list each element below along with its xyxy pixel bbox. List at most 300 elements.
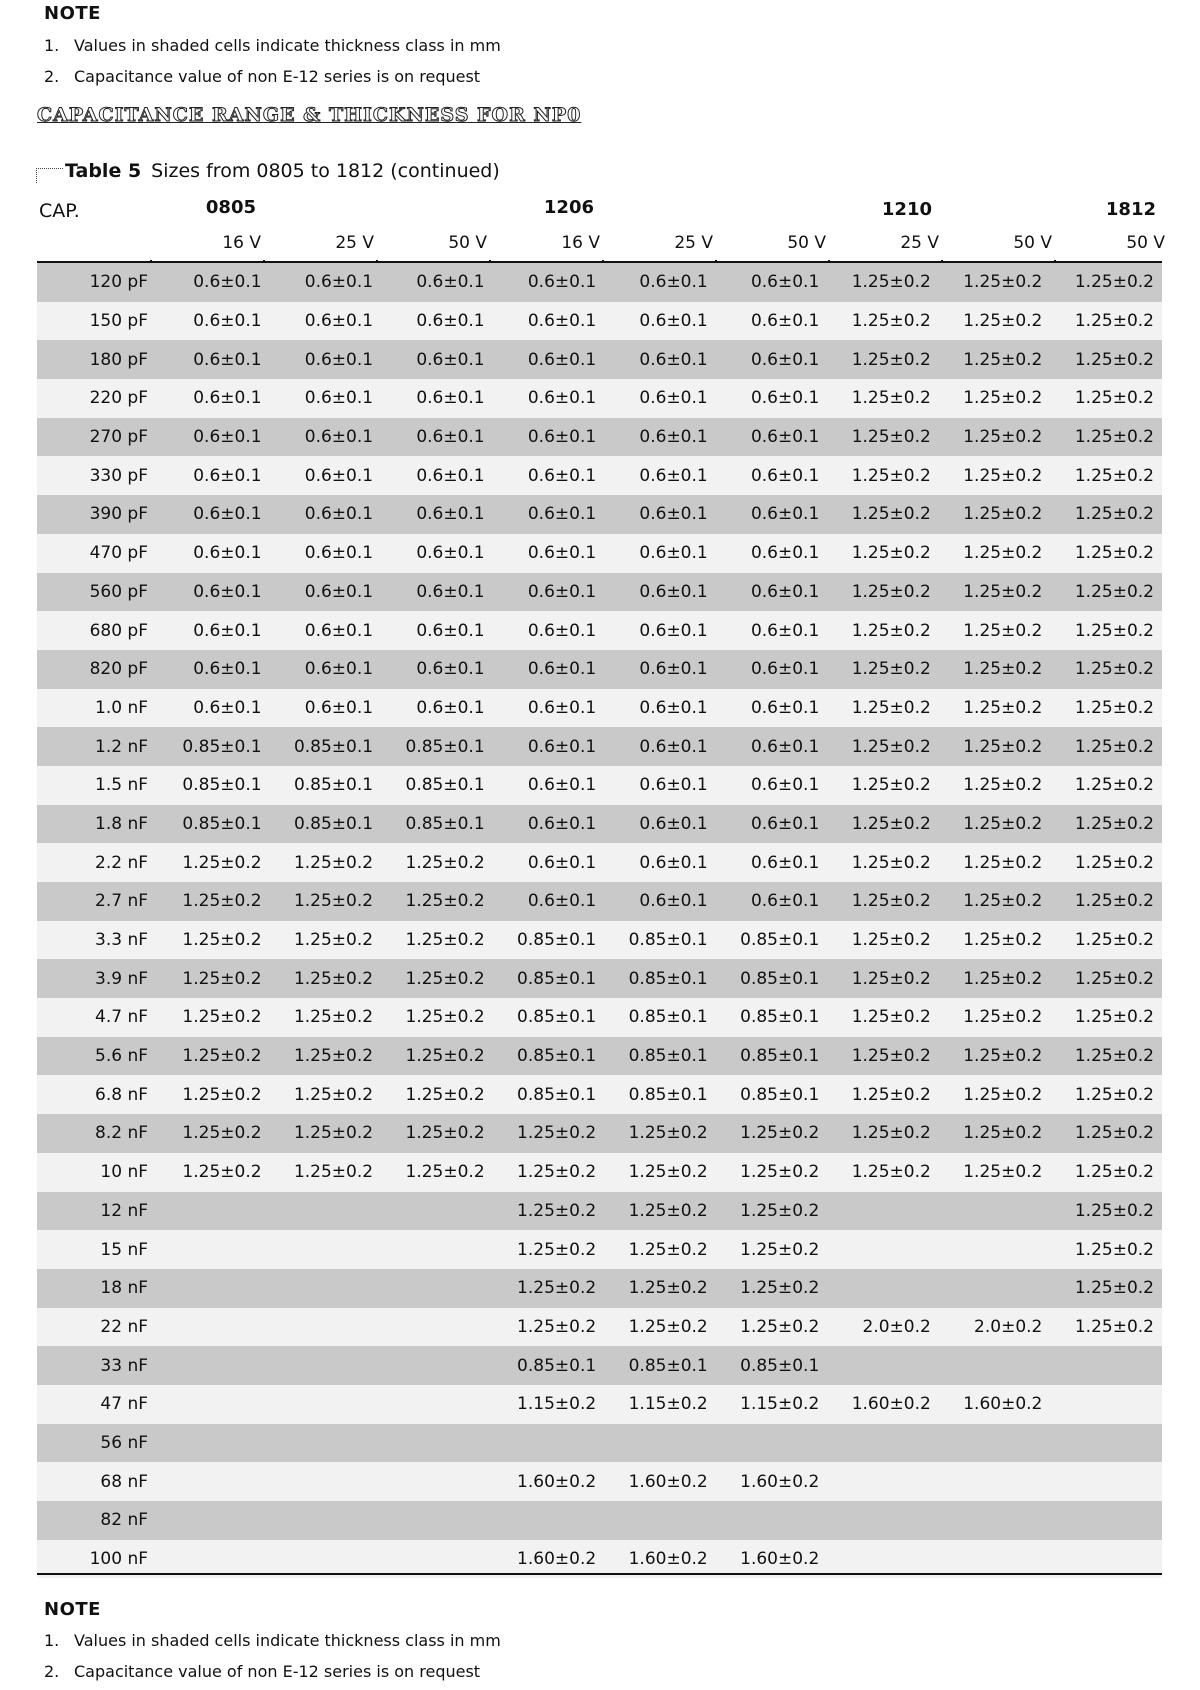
thickness-cell: 0.85±0.1 <box>604 1037 716 1076</box>
thickness-cell: 0.85±0.1 <box>604 921 716 960</box>
thickness-cell: 1.25±0.2 <box>827 766 939 805</box>
thickness-cell: 1.25±0.2 <box>1050 1075 1162 1114</box>
thickness-cell: 0.6±0.1 <box>493 689 605 728</box>
thickness-cell: 0.85±0.1 <box>158 766 270 805</box>
thickness-cell <box>1050 1424 1162 1463</box>
thickness-cell <box>716 1501 828 1540</box>
voltage-header: 25 V <box>335 233 374 253</box>
table-row <box>37 766 1162 805</box>
thickness-cell: 0.6±0.1 <box>381 418 493 457</box>
cap-value-cell: 1.2 nF <box>37 727 158 766</box>
thickness-cell: 1.25±0.2 <box>158 921 270 960</box>
thickness-cell: 1.25±0.2 <box>827 611 939 650</box>
table-row <box>37 1269 1162 1308</box>
thickness-cell: 1.60±0.2 <box>604 1462 716 1501</box>
thickness-cell: 0.6±0.1 <box>716 766 828 805</box>
note-item: 2. Capacitance value of non E-12 series is on request <box>44 67 481 86</box>
thickness-cell: 1.25±0.2 <box>827 1037 939 1076</box>
thickness-cell <box>270 1462 382 1501</box>
table-row <box>37 998 1162 1037</box>
thickness-cell: 1.25±0.2 <box>493 1230 605 1269</box>
thickness-cell: 1.25±0.2 <box>158 1114 270 1153</box>
thickness-cell: 1.25±0.2 <box>1050 921 1162 960</box>
thickness-cell <box>716 1424 828 1463</box>
cap-value-cell: 2.7 nF <box>37 882 158 921</box>
cap-value-cell: 22 nF <box>37 1308 158 1347</box>
thickness-cell <box>827 1462 939 1501</box>
thickness-cell: 1.25±0.2 <box>381 1114 493 1153</box>
thickness-cell: 0.85±0.1 <box>381 766 493 805</box>
thickness-cell: 1.25±0.2 <box>158 1153 270 1192</box>
thickness-cell: 1.25±0.2 <box>270 882 382 921</box>
thickness-cell: 0.6±0.1 <box>716 302 828 341</box>
thickness-cell <box>270 1346 382 1385</box>
thickness-cell: 1.25±0.2 <box>1050 534 1162 573</box>
thickness-cell <box>381 1385 493 1424</box>
thickness-cell: 1.25±0.2 <box>939 882 1051 921</box>
thickness-cell: 1.25±0.2 <box>827 340 939 379</box>
thickness-cell: 1.60±0.2 <box>716 1540 828 1579</box>
thickness-cell: 1.25±0.2 <box>270 843 382 882</box>
cap-value-cell: 220 pF <box>37 379 158 418</box>
thickness-cell: 1.25±0.2 <box>939 1114 1051 1153</box>
thickness-cell: 1.25±0.2 <box>270 1037 382 1076</box>
thickness-cell: 1.15±0.2 <box>604 1385 716 1424</box>
size-header-0805: 0805 <box>205 197 256 218</box>
table-row <box>37 573 1162 612</box>
thickness-cell: 0.6±0.1 <box>493 263 605 302</box>
thickness-cell: 1.25±0.2 <box>939 843 1051 882</box>
thickness-cell: 1.25±0.2 <box>1050 805 1162 844</box>
thickness-cell: 1.25±0.2 <box>716 1114 828 1153</box>
thickness-cell: 0.6±0.1 <box>158 689 270 728</box>
thickness-cell: 1.25±0.2 <box>827 379 939 418</box>
thickness-cell: 0.6±0.1 <box>270 573 382 612</box>
thickness-cell: 1.25±0.2 <box>604 1153 716 1192</box>
cap-value-cell: 150 pF <box>37 302 158 341</box>
table-bottom-rule <box>37 1573 1162 1575</box>
thickness-cell: 1.25±0.2 <box>604 1269 716 1308</box>
thickness-cell: 0.85±0.1 <box>270 805 382 844</box>
table-row <box>37 495 1162 534</box>
thickness-cell: 0.85±0.1 <box>493 1346 605 1385</box>
thickness-cell: 1.25±0.2 <box>604 1114 716 1153</box>
thickness-cell <box>270 1308 382 1347</box>
thickness-cell <box>827 1424 939 1463</box>
thickness-cell: 0.6±0.1 <box>716 495 828 534</box>
voltage-header: 25 V <box>674 233 713 253</box>
table-row <box>37 456 1162 495</box>
thickness-cell: 1.60±0.2 <box>493 1462 605 1501</box>
thickness-cell <box>827 1192 939 1231</box>
thickness-cell: 1.25±0.2 <box>158 1075 270 1114</box>
table-row <box>37 1308 1162 1347</box>
thickness-cell: 0.6±0.1 <box>716 456 828 495</box>
cap-value-cell: 1.0 nF <box>37 689 158 728</box>
thickness-cell: 1.25±0.2 <box>716 1308 828 1347</box>
note-title: NOTE <box>44 3 101 24</box>
note-title: NOTE <box>44 1599 101 1620</box>
cap-value-cell: 6.8 nF <box>37 1075 158 1114</box>
thickness-cell: 0.6±0.1 <box>270 418 382 457</box>
table-row <box>37 727 1162 766</box>
thickness-cell: 1.15±0.2 <box>716 1385 828 1424</box>
thickness-cell: 0.6±0.1 <box>493 843 605 882</box>
thickness-cell <box>381 1308 493 1347</box>
table-row <box>37 1192 1162 1231</box>
thickness-cell: 0.6±0.1 <box>270 302 382 341</box>
cap-value-cell: 4.7 nF <box>37 998 158 1037</box>
thickness-cell: 0.6±0.1 <box>381 302 493 341</box>
thickness-cell: 1.25±0.2 <box>270 959 382 998</box>
capacitance-table <box>37 263 1162 1578</box>
thickness-cell: 0.85±0.1 <box>493 1075 605 1114</box>
thickness-cell: 1.25±0.2 <box>1050 573 1162 612</box>
thickness-cell <box>158 1192 270 1231</box>
thickness-cell <box>604 1424 716 1463</box>
thickness-cell: 0.85±0.1 <box>493 959 605 998</box>
thickness-cell: 1.25±0.2 <box>381 1037 493 1076</box>
thickness-cell: 1.25±0.2 <box>270 998 382 1037</box>
thickness-cell: 1.25±0.2 <box>381 1153 493 1192</box>
thickness-cell: 1.25±0.2 <box>827 921 939 960</box>
cap-value-cell: 820 pF <box>37 650 158 689</box>
thickness-cell: 1.25±0.2 <box>827 959 939 998</box>
thickness-cell: 0.6±0.1 <box>493 727 605 766</box>
cap-value-cell: 3.3 nF <box>37 921 158 960</box>
cap-value-cell: 68 nF <box>37 1462 158 1501</box>
thickness-cell: 0.6±0.1 <box>716 573 828 612</box>
thickness-cell: 0.6±0.1 <box>158 379 270 418</box>
table-row <box>37 959 1162 998</box>
thickness-cell: 1.25±0.2 <box>381 959 493 998</box>
cap-value-cell: 1.8 nF <box>37 805 158 844</box>
thickness-cell: 0.6±0.1 <box>604 843 716 882</box>
thickness-cell: 0.6±0.1 <box>604 611 716 650</box>
table-row <box>37 882 1162 921</box>
thickness-cell: 0.85±0.1 <box>381 727 493 766</box>
thickness-cell: 1.25±0.2 <box>158 843 270 882</box>
thickness-cell: 0.6±0.1 <box>604 573 716 612</box>
thickness-cell: 0.6±0.1 <box>493 573 605 612</box>
thickness-cell: 1.25±0.2 <box>604 1230 716 1269</box>
thickness-cell: 1.25±0.2 <box>381 921 493 960</box>
thickness-cell: 1.25±0.2 <box>604 1192 716 1231</box>
cap-value-cell: 100 nF <box>37 1540 158 1579</box>
thickness-cell: 0.85±0.1 <box>493 998 605 1037</box>
table-row <box>37 650 1162 689</box>
thickness-cell: 1.25±0.2 <box>270 1075 382 1114</box>
cap-value-cell: 56 nF <box>37 1424 158 1463</box>
table-row <box>37 1501 1162 1540</box>
thickness-cell: 0.6±0.1 <box>604 379 716 418</box>
cap-value-cell: 470 pF <box>37 534 158 573</box>
thickness-cell: 1.25±0.2 <box>939 766 1051 805</box>
thickness-cell <box>158 1385 270 1424</box>
thickness-cell: 1.25±0.2 <box>1050 495 1162 534</box>
voltage-header: 25 V <box>900 233 939 253</box>
thickness-cell: 0.6±0.1 <box>493 495 605 534</box>
thickness-cell: 0.6±0.1 <box>716 534 828 573</box>
cap-value-cell: 18 nF <box>37 1269 158 1308</box>
thickness-cell: 1.25±0.2 <box>158 998 270 1037</box>
thickness-cell: 0.85±0.1 <box>716 1075 828 1114</box>
thickness-cell <box>270 1230 382 1269</box>
thickness-cell: 1.25±0.2 <box>827 263 939 302</box>
thickness-cell: 1.25±0.2 <box>1050 843 1162 882</box>
thickness-cell: 0.6±0.1 <box>270 611 382 650</box>
cap-value-cell: 120 pF <box>37 263 158 302</box>
thickness-cell <box>1050 1385 1162 1424</box>
thickness-cell <box>827 1346 939 1385</box>
thickness-cell: 1.25±0.2 <box>827 689 939 728</box>
thickness-cell: 0.6±0.1 <box>158 495 270 534</box>
table-row <box>37 340 1162 379</box>
thickness-cell: 0.6±0.1 <box>604 456 716 495</box>
thickness-cell: 1.25±0.2 <box>381 998 493 1037</box>
size-header-1210: 1210 <box>881 199 932 220</box>
thickness-cell: 0.6±0.1 <box>716 843 828 882</box>
thickness-cell: 0.6±0.1 <box>604 766 716 805</box>
table-row <box>37 1346 1162 1385</box>
thickness-cell <box>158 1501 270 1540</box>
thickness-cell: 1.25±0.2 <box>716 1230 828 1269</box>
thickness-cell: 0.6±0.1 <box>158 573 270 612</box>
thickness-cell <box>939 1462 1051 1501</box>
thickness-cell: 1.25±0.2 <box>493 1114 605 1153</box>
thickness-cell: 0.6±0.1 <box>716 340 828 379</box>
table-row <box>37 1462 1162 1501</box>
thickness-cell: 0.6±0.1 <box>493 805 605 844</box>
thickness-cell: 1.25±0.2 <box>939 689 1051 728</box>
thickness-cell <box>381 1424 493 1463</box>
thickness-cell: 0.6±0.1 <box>493 650 605 689</box>
thickness-cell: 1.25±0.2 <box>827 1114 939 1153</box>
voltage-header: 16 V <box>561 233 600 253</box>
thickness-cell: 1.25±0.2 <box>939 1075 1051 1114</box>
thickness-cell: 0.6±0.1 <box>381 340 493 379</box>
thickness-cell: 1.25±0.2 <box>939 456 1051 495</box>
table-row <box>37 263 1162 302</box>
thickness-cell <box>493 1501 605 1540</box>
thickness-cell: 0.6±0.1 <box>716 650 828 689</box>
thickness-cell: 1.25±0.2 <box>827 843 939 882</box>
thickness-cell: 1.25±0.2 <box>827 302 939 341</box>
thickness-cell <box>939 1424 1051 1463</box>
thickness-cell: 1.25±0.2 <box>939 263 1051 302</box>
thickness-cell <box>1050 1462 1162 1501</box>
thickness-cell <box>158 1462 270 1501</box>
thickness-cell: 1.25±0.2 <box>939 1153 1051 1192</box>
thickness-cell: 0.6±0.1 <box>716 263 828 302</box>
thickness-cell <box>158 1269 270 1308</box>
thickness-cell: 0.85±0.1 <box>604 959 716 998</box>
cap-value-cell: 680 pF <box>37 611 158 650</box>
thickness-cell: 0.6±0.1 <box>381 611 493 650</box>
thickness-cell: 0.6±0.1 <box>604 882 716 921</box>
table-row <box>37 302 1162 341</box>
thickness-cell: 0.6±0.1 <box>381 379 493 418</box>
thickness-cell <box>270 1192 382 1231</box>
thickness-cell: 1.25±0.2 <box>939 495 1051 534</box>
thickness-cell: 0.6±0.1 <box>158 263 270 302</box>
thickness-cell: 1.25±0.2 <box>381 1075 493 1114</box>
table-caption <box>36 160 500 183</box>
thickness-cell: 0.6±0.1 <box>716 418 828 457</box>
thickness-cell <box>381 1230 493 1269</box>
thickness-cell <box>939 1269 1051 1308</box>
thickness-cell: 1.25±0.2 <box>158 1037 270 1076</box>
thickness-cell: 0.6±0.1 <box>716 805 828 844</box>
table-title: Sizes from 0805 to 1812 (continued) <box>151 160 500 182</box>
thickness-cell: 1.25±0.2 <box>1050 418 1162 457</box>
thickness-cell: 1.25±0.2 <box>939 727 1051 766</box>
thickness-cell: 1.25±0.2 <box>1050 1308 1162 1347</box>
thickness-cell: 1.25±0.2 <box>939 573 1051 612</box>
thickness-cell: 1.25±0.2 <box>381 882 493 921</box>
thickness-cell: 1.25±0.2 <box>1050 340 1162 379</box>
thickness-cell: 1.25±0.2 <box>939 650 1051 689</box>
cap-column-header: CAP. <box>39 200 80 222</box>
thickness-cell: 0.6±0.1 <box>493 340 605 379</box>
thickness-cell: 0.6±0.1 <box>381 263 493 302</box>
cap-value-cell: 82 nF <box>37 1501 158 1540</box>
thickness-cell: 1.25±0.2 <box>1050 263 1162 302</box>
thickness-cell: 1.25±0.2 <box>270 921 382 960</box>
table-row <box>37 418 1162 457</box>
cap-value-cell: 12 nF <box>37 1192 158 1231</box>
thickness-cell: 1.25±0.2 <box>1050 456 1162 495</box>
thickness-cell: 1.25±0.2 <box>716 1153 828 1192</box>
thickness-cell: 0.6±0.1 <box>493 302 605 341</box>
table-row <box>37 1075 1162 1114</box>
table-row <box>37 611 1162 650</box>
thickness-cell: 0.6±0.1 <box>604 805 716 844</box>
thickness-cell: 1.25±0.2 <box>827 534 939 573</box>
thickness-cell: 0.85±0.1 <box>716 1037 828 1076</box>
thickness-cell: 0.6±0.1 <box>381 456 493 495</box>
thickness-cell <box>1050 1501 1162 1540</box>
thickness-cell: 0.85±0.1 <box>716 998 828 1037</box>
cap-value-cell: 8.2 nF <box>37 1114 158 1153</box>
thickness-cell: 0.85±0.1 <box>158 727 270 766</box>
thickness-cell: 1.25±0.2 <box>939 534 1051 573</box>
thickness-cell: 1.25±0.2 <box>1050 689 1162 728</box>
thickness-cell: 0.6±0.1 <box>493 882 605 921</box>
cap-value-cell: 15 nF <box>37 1230 158 1269</box>
cap-value-cell: 5.6 nF <box>37 1037 158 1076</box>
thickness-cell: 0.6±0.1 <box>716 727 828 766</box>
voltage-header: 50 V <box>1013 233 1052 253</box>
thickness-cell: 0.85±0.1 <box>270 766 382 805</box>
thickness-cell: 0.6±0.1 <box>381 495 493 534</box>
thickness-cell <box>381 1269 493 1308</box>
cap-value-cell: 180 pF <box>37 340 158 379</box>
thickness-cell: 1.25±0.2 <box>939 302 1051 341</box>
voltage-header: 50 V <box>1126 233 1165 253</box>
thickness-cell: 0.85±0.1 <box>716 959 828 998</box>
thickness-cell: 1.25±0.2 <box>939 418 1051 457</box>
thickness-cell: 0.6±0.1 <box>604 418 716 457</box>
table-row <box>37 1114 1162 1153</box>
thickness-cell: 1.25±0.2 <box>1050 1114 1162 1153</box>
thickness-cell: 1.25±0.2 <box>827 805 939 844</box>
thickness-cell <box>270 1501 382 1540</box>
thickness-cell: 1.25±0.2 <box>158 882 270 921</box>
thickness-cell: 0.6±0.1 <box>270 689 382 728</box>
thickness-cell: 0.6±0.1 <box>158 534 270 573</box>
voltage-header: 50 V <box>448 233 487 253</box>
thickness-cell: 0.6±0.1 <box>493 766 605 805</box>
thickness-cell <box>939 1501 1051 1540</box>
thickness-cell: 0.6±0.1 <box>381 689 493 728</box>
thickness-cell: 1.25±0.2 <box>1050 766 1162 805</box>
cap-value-cell: 3.9 nF <box>37 959 158 998</box>
thickness-cell: 1.25±0.2 <box>1050 998 1162 1037</box>
thickness-cell: 1.25±0.2 <box>1050 1153 1162 1192</box>
cap-value-cell: 33 nF <box>37 1346 158 1385</box>
thickness-cell: 0.6±0.1 <box>493 534 605 573</box>
thickness-cell: 0.6±0.1 <box>493 611 605 650</box>
thickness-cell: 0.6±0.1 <box>604 495 716 534</box>
thickness-cell: 1.25±0.2 <box>604 1308 716 1347</box>
thickness-cell: 0.85±0.1 <box>493 1037 605 1076</box>
thickness-cell <box>827 1230 939 1269</box>
thickness-cell: 0.6±0.1 <box>158 650 270 689</box>
thickness-cell: 1.25±0.2 <box>493 1192 605 1231</box>
table-row <box>37 534 1162 573</box>
thickness-cell: 1.25±0.2 <box>827 1153 939 1192</box>
thickness-cell <box>381 1346 493 1385</box>
size-header-1812: 1812 <box>1105 199 1156 220</box>
thickness-cell <box>604 1501 716 1540</box>
thickness-cell: 1.25±0.2 <box>716 1192 828 1231</box>
cap-value-cell: 2.2 nF <box>37 843 158 882</box>
thickness-cell <box>270 1424 382 1463</box>
thickness-cell: 0.6±0.1 <box>604 689 716 728</box>
thickness-cell: 0.85±0.1 <box>381 805 493 844</box>
thickness-cell <box>1050 1346 1162 1385</box>
cap-value-cell: 330 pF <box>37 456 158 495</box>
thickness-cell: 1.25±0.2 <box>1050 611 1162 650</box>
thickness-cell: 1.25±0.2 <box>827 495 939 534</box>
thickness-cell <box>381 1462 493 1501</box>
thickness-cell: 0.6±0.1 <box>604 340 716 379</box>
thickness-cell <box>381 1192 493 1231</box>
thickness-cell: 1.25±0.2 <box>827 573 939 612</box>
caption-bracket-icon <box>36 168 63 183</box>
thickness-cell: 0.6±0.1 <box>716 611 828 650</box>
thickness-cell <box>939 1346 1051 1385</box>
thickness-cell: 1.60±0.2 <box>827 1385 939 1424</box>
thickness-cell <box>827 1269 939 1308</box>
table-row <box>37 1385 1162 1424</box>
thickness-cell: 0.6±0.1 <box>716 689 828 728</box>
thickness-cell: 1.25±0.2 <box>827 998 939 1037</box>
thickness-cell: 2.0±0.2 <box>827 1308 939 1347</box>
thickness-cell: 1.25±0.2 <box>1050 1230 1162 1269</box>
table-row <box>37 1424 1162 1463</box>
thickness-cell <box>270 1269 382 1308</box>
thickness-cell: 0.6±0.1 <box>158 456 270 495</box>
thickness-cell: 1.25±0.2 <box>270 1153 382 1192</box>
table-row <box>37 1153 1162 1192</box>
thickness-cell: 1.25±0.2 <box>1050 302 1162 341</box>
thickness-cell: 0.6±0.1 <box>381 650 493 689</box>
thickness-cell: 0.6±0.1 <box>604 302 716 341</box>
thickness-cell: 1.25±0.2 <box>1050 959 1162 998</box>
thickness-cell: 0.6±0.1 <box>158 302 270 341</box>
